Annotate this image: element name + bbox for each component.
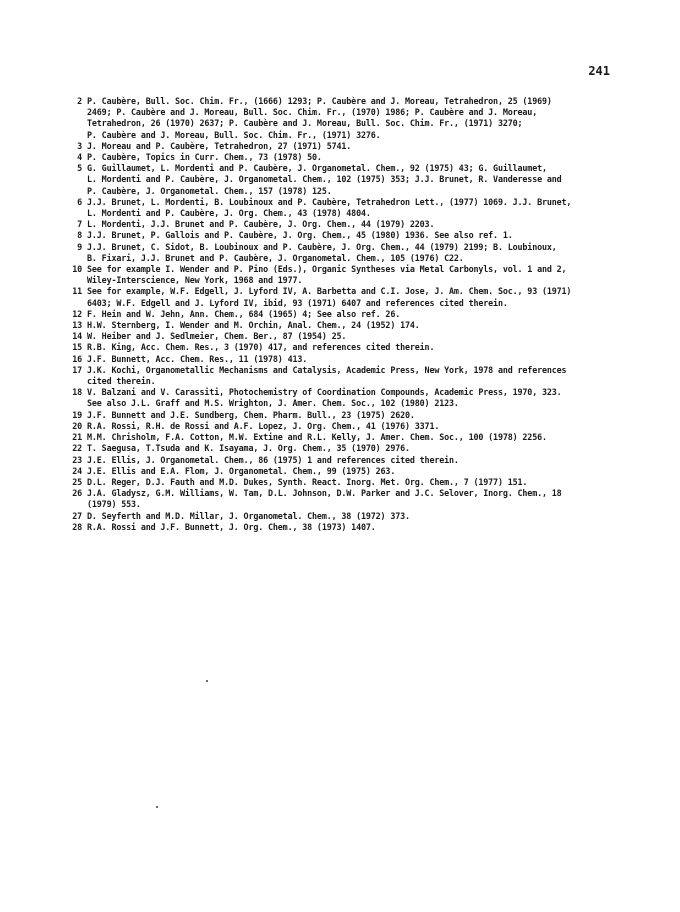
reference-text: H.W. Sternberg, I. Wender and M. Orchin, Anal. Chem., 24 (1952) 174. [87, 320, 420, 331]
reference-item [60, 477, 620, 488]
reference-number: 9 [77, 241, 82, 252]
reference-item [60, 354, 620, 365]
reference-number: 27 [72, 510, 82, 521]
reference-item [60, 163, 620, 197]
reference-text: J.J. Brunet, L. Mordenti, B. Loubinoux and P. Caubère, Tetrahedron Lett., (1977) 1069. J.J. Brunet, L. Mordenti and P. Caubère, J. Org. Chem., 43 (1978) 4804. [87, 196, 572, 219]
reference-number: 23 [72, 454, 82, 465]
reference-number: 24 [72, 465, 82, 476]
reference-text: J.K. Kochi, Organometallic Mechanisms and Catalysis, Academic Press, New York, 1978 and references cited therein. [87, 364, 567, 387]
reference-number: 25 [72, 476, 82, 487]
reference-number: 6 [77, 196, 82, 207]
reference-item [60, 522, 620, 533]
reference-text: M.M. Chrisholm, F.A. Cotton, M.W. Extine and R.L. Kelly, J. Amer. Chem. Soc., 100 (1978) 2256. [87, 432, 547, 443]
reference-text: L. Mordenti, J.J. Brunet and P. Caubère, J. Org. Chem., 44 (1979) 2203. [87, 219, 435, 230]
reference-number: 21 [72, 432, 82, 443]
reference-item [60, 421, 620, 432]
reference-number: 8 [77, 230, 82, 241]
reference-number: 18 [72, 387, 82, 398]
reference-text: P. Caubère, Bull. Soc. Chim. Fr., (1666) 1293; P. Caubère and J. Moreau, Tetrahedron, 25 (1969) 2469; P. Caubère and J. Moreau, Bull. Soc. Chim. Fr., (1970) 1986; P. Caubère and J. Moreau, Tetrahedron, 26 (1970) 2637; P. Caubère and J. Moreau, Bull. Soc. Chim. Fr., (1971) 3270; P. Caubère and J. Moreau, Bull. Soc. Chim. Fr., (1971) 3276. [87, 96, 552, 140]
reference-item [60, 410, 620, 421]
reference-text: P. Caubère, Topics in Curr. Chem., 73 (1978) 50. [87, 152, 322, 163]
reference-number: 13 [72, 320, 82, 331]
reference-text: D. Seyferth and M.D. Millar, J. Organometal. Chem., 38 (1972) 373. [87, 510, 410, 521]
reference-item [60, 387, 620, 409]
reference-text: J.A. Gladysz, G.M. Williams, W. Tam, D.L. Johnson, D.W. Parker and J.C. Selover, Inorg. Chem., 18 (1979) 553. [87, 488, 562, 510]
reference-text: See for example, W.F. Edgell, J. Lyford IV, A. Barbetta and C.I. Jose, J. Am. Chem. Soc., 93 (1971) 6403; W.F. Edgell and J. Lyford IV, ibid, 93 (1971) 6407 and references cited therein. [87, 286, 572, 308]
reference-item [60, 432, 620, 443]
reference-number: 10 [72, 264, 82, 275]
reference-item [60, 443, 620, 454]
reference-item [60, 264, 620, 286]
reference-text: J.J. Brunet, P. Gallois and P. Caubère, J. Org. Chem., 45 (1980) 1936. See also ref. 1. [87, 230, 513, 241]
reference-item [60, 320, 620, 331]
reference-item [60, 365, 620, 387]
reference-text: T. Saegusa, T.Tsuda and K. Isayama, J. Org. Chem., 35 (1970) 2976. [87, 443, 410, 454]
reference-item [60, 342, 620, 353]
reference-number: 7 [77, 219, 82, 230]
reference-number: 20 [72, 420, 82, 431]
reference-text: J.J. Brunet, C. Sidot, B. Loubinoux and P. Caubère, J. Org. Chem., 44 (1979) 2199; B. Loubinoux, B. Fixari, J.J. Brunet and P. Caubère, J. Organometal. Chem., 105 (1976) C22. [87, 241, 557, 263]
reference-number: 19 [72, 409, 82, 420]
reference-number: 26 [72, 488, 82, 499]
reference-text: G. Guillaumet, L. Mordenti and P. Caubère, J. Organometal. Chem., 92 (1975) 43; G. Guillaumet, L. Mordenti and P. Caubère, J. Organometal. Chem., 102 (1975) 353; J.J. Brunet, R. Vanderesse and P. Caubère, J. Organometal. Chem., 157 (1978) 125. [87, 163, 562, 196]
reference-number: 16 [72, 353, 82, 364]
reference-item [60, 466, 620, 477]
reference-number: 28 [72, 521, 82, 532]
reference-number: 11 [72, 286, 82, 297]
page-number: 241 [588, 64, 610, 78]
reference-text: J.F. Bunnett, Acc. Chem. Res., 11 (1978) 413. [87, 353, 308, 364]
reference-number: 4 [77, 152, 82, 163]
reference-item [60, 331, 620, 342]
reference-text: F. Hein and W. Jehn, Ann. Chem., 684 (1965) 4; See also ref. 26. [87, 308, 401, 319]
reference-text: J.F. Bunnett and J.E. Sundberg, Chem. Pharm. Bull., 23 (1975) 2620. [87, 409, 415, 420]
reference-item [60, 197, 620, 219]
reference-text: J.E. Ellis and E.A. Flom, J. Organometal. Chem., 99 (1975) 263. [87, 465, 396, 476]
reference-text: R.A. Rossi and J.F. Bunnett, J. Org. Chem., 38 (1973) 1407. [87, 521, 376, 532]
reference-number: 14 [72, 331, 82, 342]
reference-item [60, 219, 620, 230]
scan-speck [156, 806, 158, 808]
reference-number: 3 [77, 140, 82, 151]
reference-text: R.B. King, Acc. Chem. Res., 3 (1970) 417, and references cited therein. [87, 342, 435, 353]
reference-item [60, 141, 620, 152]
reference-text: V. Balzani and V. Carassiti, Photochemistry of Coordination Compounds, Academic Press, 1970, 323. See also J.L. Graff and M.S. Wrighton, J. Amer. Chem. Soc., 102 (1980) 2123. [87, 387, 562, 409]
reference-item [60, 96, 620, 141]
reference-number: 5 [77, 163, 82, 174]
reference-text: J.E. Ellis, J. Organometal. Chem., 86 (1975) 1 and references cited therein. [87, 454, 459, 465]
reference-item [60, 152, 620, 163]
reference-number: 17 [72, 364, 82, 375]
reference-item [60, 286, 620, 308]
reference-text: J. Moreau and P. Caubère, Tetrahedron, 27 (1971) 5741. [87, 140, 352, 151]
reference-text: See for example I. Wender and P. Pino (Eds.), Organic Syntheses via Metal Carbonyls, vol. 1 and 2, Wiley-Interscience, New York, 1968 and 1977. [87, 264, 567, 286]
reference-text: D.L. Reger, D.J. Fauth and M.D. Dukes, Synth. React. Inorg. Met. Org. Chem., 7 (1977) 151. [87, 476, 528, 487]
reference-list [60, 96, 620, 533]
reference-text: R.A. Rossi, R.H. de Rossi and A.F. Lopez, J. Org. Chem., 41 (1976) 3371. [87, 420, 440, 431]
scan-speck [206, 680, 208, 682]
reference-number: 2 [77, 96, 82, 106]
reference-number: 22 [72, 443, 82, 454]
reference-item [60, 511, 620, 522]
reference-item [60, 455, 620, 466]
reference-number: 12 [72, 308, 82, 319]
reference-number: 15 [72, 342, 82, 353]
reference-item [60, 488, 620, 510]
reference-text: W. Heiber and J. Sedlmeier, Chem. Ber., 87 (1954) 25. [87, 331, 347, 342]
reference-item [60, 309, 620, 320]
reference-item [60, 230, 620, 241]
reference-item [60, 242, 620, 264]
